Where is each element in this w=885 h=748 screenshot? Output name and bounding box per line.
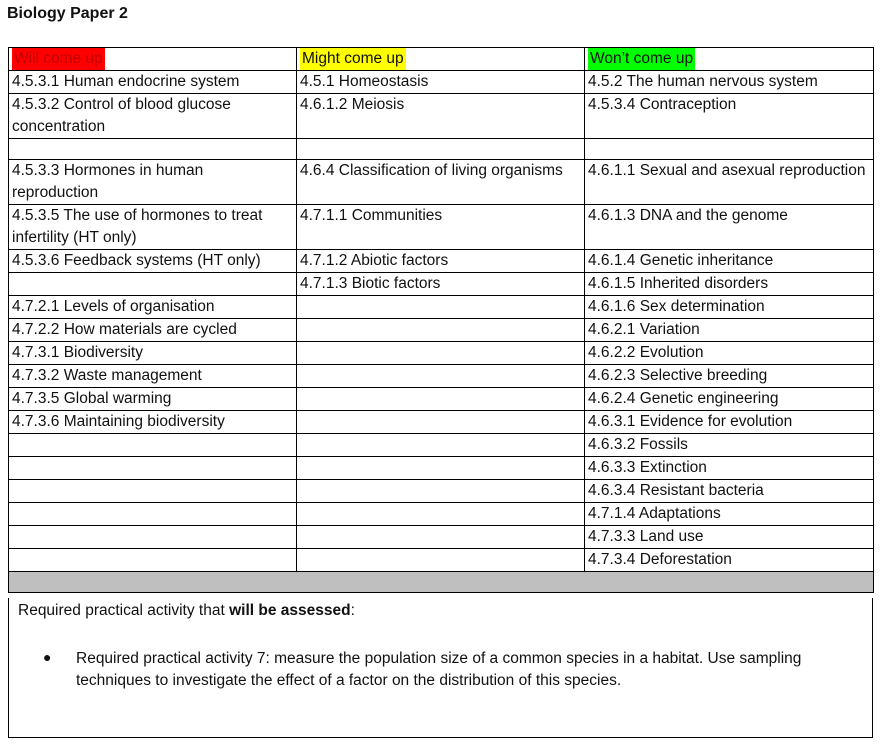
wont-cell: 4.6.1.4 Genetic inheritance <box>585 250 874 273</box>
will-cell <box>9 434 297 457</box>
will-cell <box>9 526 297 549</box>
wont-cell: 4.7.3.3 Land use <box>585 526 874 549</box>
table-row <box>9 365 874 388</box>
wont-cell: 4.6.3.2 Fossils <box>585 434 874 457</box>
will-cell: 4.7.2.2 How materials are cycled <box>9 319 297 342</box>
separator-row <box>9 572 874 593</box>
table-row <box>9 273 874 296</box>
will-cell <box>9 457 297 480</box>
table-row <box>9 457 874 480</box>
header-cell-wont <box>585 48 874 71</box>
might-cell <box>297 388 585 411</box>
might-cell <box>297 549 585 572</box>
header-wont: Won’t come up <box>588 48 695 70</box>
will-cell: 4.7.3.1 Biodiversity <box>9 342 297 365</box>
topic-table <box>8 47 874 593</box>
wont-cell: 4.6.3.3 Extinction <box>585 457 874 480</box>
table-row <box>9 250 874 273</box>
table-row <box>9 342 874 365</box>
wont-cell: 4.7.3.4 Deforestation <box>585 549 874 572</box>
will-cell: 4.7.2.1 Levels of organisation <box>9 296 297 319</box>
wont-cell: 4.6.1.6 Sex determination <box>585 296 874 319</box>
wont-cell: 4.6.2.4 Genetic engineering <box>585 388 874 411</box>
table-row <box>9 526 874 549</box>
might-cell <box>297 480 585 503</box>
wont-cell: 4.6.3.1 Evidence for evolution <box>585 411 874 434</box>
wont-cell: 4.7.1.4 Adaptations <box>585 503 874 526</box>
wont-cell <box>585 139 874 160</box>
practical-intro-suffix: : <box>350 602 355 619</box>
table-row <box>9 139 874 160</box>
might-cell <box>297 296 585 319</box>
practical-item: Required practical activity 7: measure the population size of a common species in a habitat. Use sampling techniques to investigate the effect of a factor on the distribution of this species. <box>76 650 802 689</box>
wont-cell: 4.6.2.1 Variation <box>585 319 874 342</box>
table-row <box>9 434 874 457</box>
table-row <box>9 71 874 94</box>
will-cell <box>9 549 297 572</box>
header-might: Might come up <box>300 48 406 70</box>
table-row <box>9 205 874 250</box>
might-cell: 4.5.1 Homeostasis <box>297 71 585 94</box>
wont-cell: 4.6.3.4 Resistant bacteria <box>585 480 874 503</box>
might-cell <box>297 139 585 160</box>
might-cell <box>297 434 585 457</box>
header-cell-will <box>9 48 297 71</box>
table-row <box>9 549 874 572</box>
will-cell: 4.7.3.5 Global warming <box>9 388 297 411</box>
table-row <box>9 388 874 411</box>
wont-cell: 4.6.1.1 Sexual and asexual reproduction <box>585 160 874 205</box>
header-will: Will come up <box>12 48 105 70</box>
wont-cell: 4.6.2.2 Evolution <box>585 342 874 365</box>
will-cell: 4.5.3.1 Human endocrine system <box>9 71 297 94</box>
might-cell: 4.6.4 Classification of living organisms <box>297 160 585 205</box>
will-cell <box>9 480 297 503</box>
will-cell: 4.5.3.5 The use of hormones to treat infertility (HT only) <box>9 205 297 250</box>
header-cell-might <box>297 48 585 71</box>
will-cell: 4.5.3.3 Hormones in human reproduction <box>9 160 297 205</box>
will-cell <box>9 139 297 160</box>
bullet-icon: ● <box>43 649 52 665</box>
wont-cell: 4.6.2.3 Selective breeding <box>585 365 874 388</box>
might-cell <box>297 365 585 388</box>
might-cell <box>297 457 585 480</box>
wont-cell: 4.6.1.5 Inherited disorders <box>585 273 874 296</box>
table-row <box>9 160 874 205</box>
header-row <box>9 48 874 71</box>
might-cell: 4.7.1.1 Communities <box>297 205 585 250</box>
practical-intro <box>18 600 355 622</box>
wont-cell: 4.6.1.3 DNA and the genome <box>585 205 874 250</box>
table-row <box>9 411 874 434</box>
will-cell: 4.5.3.6 Feedback systems (HT only) <box>9 250 297 273</box>
will-cell: 4.7.3.2 Waste management <box>9 365 297 388</box>
page-title: Biology Paper 2 <box>7 5 128 22</box>
table-row <box>9 503 874 526</box>
might-cell <box>297 411 585 434</box>
might-cell: 4.6.1.2 Meiosis <box>297 94 585 139</box>
table-row <box>9 480 874 503</box>
practical-intro-bold: will be assessed <box>229 602 351 619</box>
might-cell: 4.7.1.3 Biotic factors <box>297 273 585 296</box>
table-row <box>9 94 874 139</box>
practical-intro-prefix: Required practical activity that <box>18 602 230 619</box>
might-cell <box>297 319 585 342</box>
will-cell <box>9 503 297 526</box>
wont-cell: 4.5.3.4 Contraception <box>585 94 874 139</box>
might-cell: 4.7.1.2 Abiotic factors <box>297 250 585 273</box>
will-cell: 4.5.3.2 Control of blood glucose concentration <box>9 94 297 139</box>
table-row <box>9 296 874 319</box>
might-cell <box>297 342 585 365</box>
will-cell: 4.7.3.6 Maintaining biodiversity <box>9 411 297 434</box>
gray-separator <box>9 572 874 593</box>
wont-cell: 4.5.2 The human nervous system <box>585 71 874 94</box>
practical-box <box>8 598 873 738</box>
will-cell <box>9 273 297 296</box>
table-row <box>9 319 874 342</box>
might-cell <box>297 503 585 526</box>
might-cell <box>297 526 585 549</box>
